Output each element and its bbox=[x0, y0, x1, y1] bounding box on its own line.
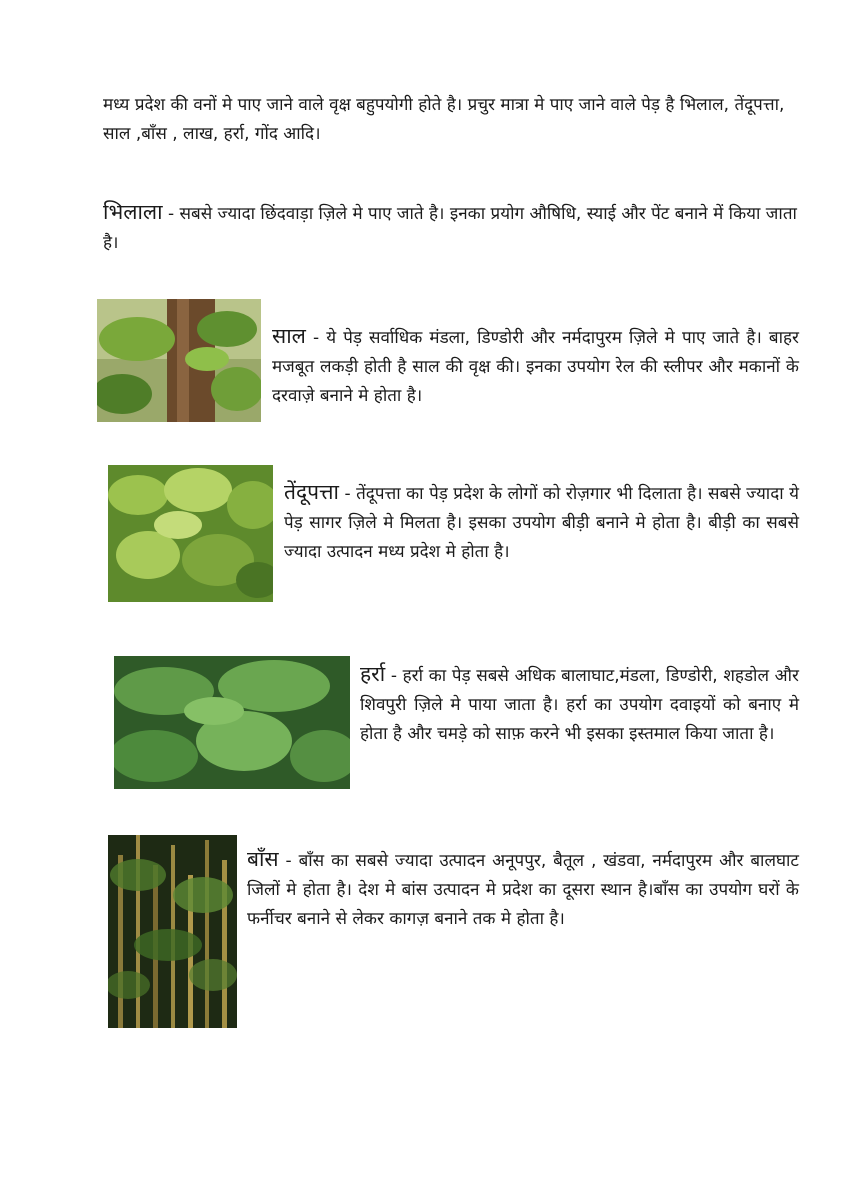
intro-paragraph: मध्य प्रदेश की वनों मे पाए जाने वाले वृक्ष बहुपयोगी होते है। प्रचुर मात्रा मे पाए जाने वाले पेड़ है भिलाल, तेंदूपत्ता, साल ,बाँस , लाख, हर्रा, गोंद आदि। bbox=[103, 95, 785, 144]
section-text: - ये पेड़ सर्वाधिक मंडला, डिण्डोरी और नर्मदापुरम ज़िले मे पाए जाते है। बाहर मजबूत लकड़ी होती है साल की वृक्ष की। इनका उपयोग रेल की स्लीपर और मकानों के दरवाज़े बनाने मे होता है। bbox=[272, 328, 799, 406]
section-tendu bbox=[284, 478, 799, 567]
section-text: - तेंदूपत्ता का पेड़ प्रदेश के लोगों को रोज़गार भी दिलाता है। सबसे ज्यादा ये पेड़ सागर ज़िले मे मिलता है। इसका उपयोग बीड़ी बनाने मे होता है। बीड़ी का सबसे ज्यादा उत्पादन मध्य प्रदेश मे होता है। bbox=[284, 484, 799, 562]
section-bamboo bbox=[247, 845, 799, 934]
harra-leaves-photo bbox=[114, 656, 350, 789]
section-text: - सबसे ज्यादा छिंदवाड़ा ज़िले मे पाए जाते है। इनका प्रयोग औषिधि, स्याई और पेंट बनाने में किया जाता है। bbox=[103, 204, 797, 253]
section-sal bbox=[272, 322, 799, 411]
section-heading: भिलाला bbox=[103, 200, 163, 224]
tendu-leaves-photo bbox=[108, 465, 273, 602]
section-text: - हर्रा का पेड़ सबसे अधिक बालाघाट,मंडला, डिण्डोरी, शहडोल और शिवपुरी ज़िले मे पाया जाता है। हर्रा का उपयोग दवाइयों को बनाए मे होता है और चमड़े को साफ़ करने भी इसका इस्तमाल किया जाता है। bbox=[360, 666, 800, 744]
section-harra bbox=[360, 660, 799, 749]
section-heading: बाँस bbox=[247, 847, 279, 871]
section-heading: हर्रा bbox=[360, 662, 386, 686]
section-bhilala bbox=[103, 198, 803, 258]
sal-tree-photo bbox=[97, 299, 261, 422]
bamboo-photo bbox=[108, 835, 237, 1028]
section-text: - बाँस का सबसे ज्यादा उत्पादन अनूपपुर, बैतूल , खंडवा, नर्मदापुरम और बालघाट जिलों मे होता है। देश मे बांस उत्पादन मे प्रदेश का दूसरा स्थान है।बाँस का उपयोग घरों के फर्नीचर बनाने से लेकर कागज़ बनाने तक मे होता है। bbox=[247, 851, 799, 929]
section-heading: तेंदूपत्ता bbox=[284, 480, 339, 504]
section-heading: साल bbox=[272, 324, 306, 348]
